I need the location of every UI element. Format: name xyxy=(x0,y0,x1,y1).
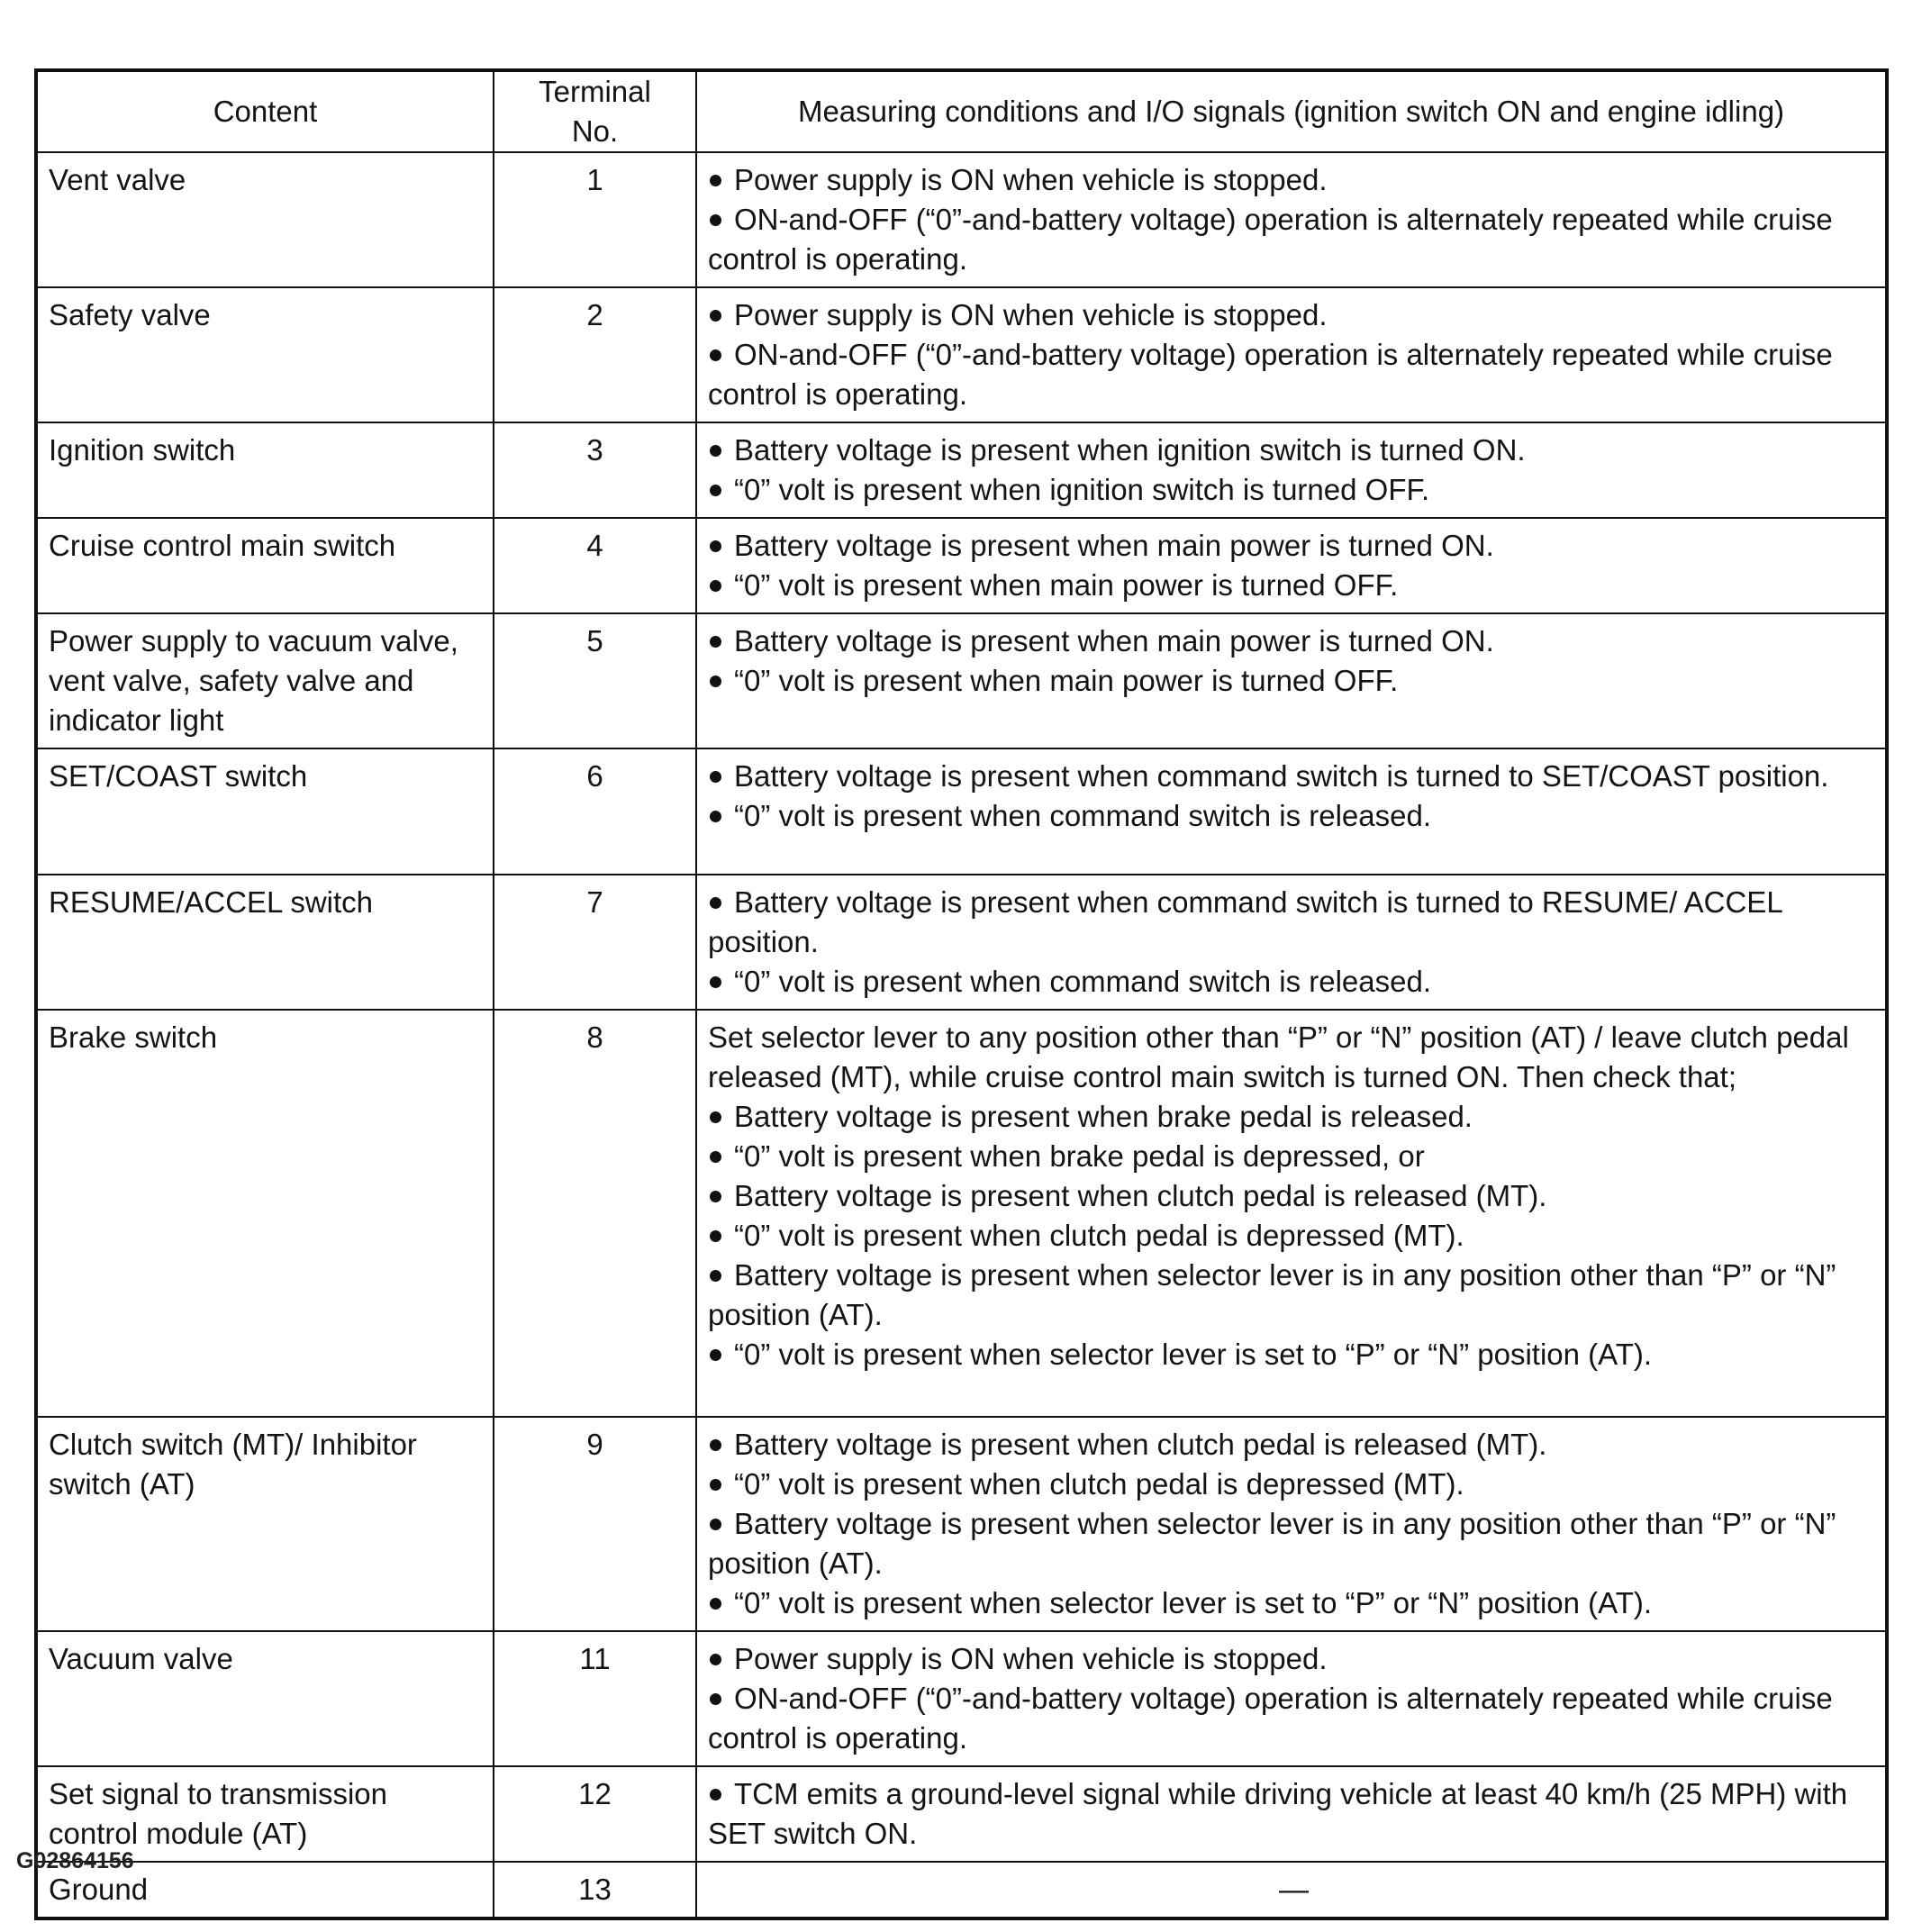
signal-bullet-item xyxy=(708,757,1880,796)
row-signals xyxy=(696,748,1887,875)
row-content: Safety valve xyxy=(36,287,494,422)
bullet-icon xyxy=(710,1439,721,1451)
row-signals xyxy=(696,613,1887,748)
row-signals xyxy=(696,287,1887,422)
bullet-icon xyxy=(710,1479,721,1491)
bullet-text: “0” volt is present when ignition switch is turned OFF. xyxy=(734,473,1430,506)
row-terminal-number: 2 xyxy=(494,287,696,422)
header-terminal: Terminal No. xyxy=(494,70,696,152)
table-row xyxy=(36,1766,1887,1862)
table-row xyxy=(36,518,1887,613)
row-content: Clutch switch (MT)/ Inhibitor switch (AT) xyxy=(36,1417,494,1631)
row-terminal-number: 12 xyxy=(494,1766,696,1862)
bullet-icon xyxy=(710,310,721,322)
bullet-icon xyxy=(710,214,721,226)
signal-bullet-item xyxy=(708,1097,1880,1137)
table-row xyxy=(36,1631,1887,1766)
signal-bullet-item xyxy=(708,566,1880,605)
bullet-text: “0” volt is present when main power is turned OFF. xyxy=(734,568,1399,602)
header-content: Content xyxy=(36,70,494,152)
bullet-text: “0” volt is present when selector lever is set to “P” or “N” position (AT). xyxy=(734,1586,1653,1619)
row-terminal-number: 3 xyxy=(494,422,696,518)
signal-text: — xyxy=(1279,1873,1309,1906)
row-terminal-number: 6 xyxy=(494,748,696,875)
signal-bullet-item xyxy=(708,1774,1880,1854)
table-row xyxy=(36,875,1887,1010)
table-row xyxy=(36,152,1887,287)
bullet-text: “0” volt is present when command switch is released. xyxy=(734,965,1431,998)
row-terminal-number: 11 xyxy=(494,1631,696,1766)
table-row xyxy=(36,1010,1887,1417)
bullet-icon xyxy=(710,1519,721,1530)
signal-bullet-item xyxy=(708,1425,1880,1465)
signal-bullet-item xyxy=(708,1335,1880,1374)
table-row xyxy=(36,748,1887,875)
row-terminal-number: 7 xyxy=(494,875,696,1010)
bullet-text: Battery voltage is present when brake pedal is released. xyxy=(734,1100,1473,1133)
bullet-icon xyxy=(710,540,721,552)
bullet-text: Battery voltage is present when clutch pedal is released (MT). xyxy=(734,1179,1547,1212)
table-body xyxy=(36,152,1887,1918)
row-terminal-number: 1 xyxy=(494,152,696,287)
bullet-text: Battery voltage is present when main power is turned ON. xyxy=(734,529,1494,562)
bullet-text: Battery voltage is present when command switch is turned to SET/COAST position. xyxy=(734,759,1829,793)
signal-bullet-item xyxy=(708,796,1880,836)
signal-bullet-item xyxy=(708,661,1880,701)
terminal-spec-sheet xyxy=(34,68,1885,1920)
signal-note: Set selector lever to any position other than “P” or “N” position (AT) / leave clutch pedal released (MT), while cruise control main switch is turned ON. Then check that; xyxy=(708,1020,1849,1093)
row-signals xyxy=(696,422,1887,518)
signal-bullet-item xyxy=(708,335,1880,414)
bullet-text: ON-and-OFF (“0”-and-battery voltage) operation is alternately repeated while cruise control is operating. xyxy=(708,1682,1833,1755)
row-terminal-number: 5 xyxy=(494,613,696,748)
row-content: Vent valve xyxy=(36,152,494,287)
bullet-icon xyxy=(710,676,721,687)
bullet-text: Battery voltage is present when clutch pedal is released (MT). xyxy=(734,1428,1547,1461)
bullet-icon xyxy=(710,349,721,361)
bullet-icon xyxy=(710,1654,721,1665)
bullet-text: Battery voltage is present when selector lever is in any position other than “P” or “N” position (AT). xyxy=(708,1258,1836,1331)
table-row xyxy=(36,613,1887,748)
bullet-text: Battery voltage is present when ignition switch is turned ON. xyxy=(734,433,1526,467)
signal-bullet-item xyxy=(708,1504,1880,1583)
row-content: RESUME/ACCEL switch xyxy=(36,875,494,1010)
bullet-text: ON-and-OFF (“0”-and-battery voltage) operation is alternately repeated while cruise control is operating. xyxy=(708,338,1833,411)
bullet-icon xyxy=(710,1111,721,1123)
bullet-icon xyxy=(710,1349,721,1361)
row-content: Brake switch xyxy=(36,1010,494,1417)
table-row xyxy=(36,1862,1887,1918)
row-terminal-number: 13 xyxy=(494,1862,696,1918)
row-signals xyxy=(696,1417,1887,1631)
signal-bullet-item xyxy=(708,526,1880,566)
signal-bullet-item xyxy=(708,160,1880,200)
bullet-text: “0” volt is present when brake pedal is depressed, or xyxy=(734,1139,1425,1173)
row-content: Ground xyxy=(36,1862,494,1918)
bullet-icon xyxy=(710,485,721,496)
signal-bullet-item xyxy=(708,962,1880,1002)
signal-bullet-item xyxy=(708,1583,1880,1623)
bullet-icon xyxy=(710,811,721,822)
header-conditions: Measuring conditions and I/O signals (ignition switch ON and engine idling) xyxy=(696,70,1887,152)
bullet-icon xyxy=(710,1789,721,1800)
bullet-text: Battery voltage is present when main power is turned ON. xyxy=(734,624,1494,658)
signal-bullet-item xyxy=(708,1465,1880,1504)
bullet-text: Battery voltage is present when selector lever is in any position other than “P” or “N” position (AT). xyxy=(708,1507,1836,1580)
signal-bullet-item xyxy=(708,200,1880,279)
bullet-icon xyxy=(710,1230,721,1242)
bullet-icon xyxy=(710,1191,721,1202)
table-row xyxy=(36,287,1887,422)
row-signals xyxy=(696,1862,1887,1918)
row-signals xyxy=(696,1766,1887,1862)
row-content: Cruise control main switch xyxy=(36,518,494,613)
bullet-text: TCM emits a ground-level signal while driving vehicle at least 40 km/h (25 MPH) with SET switch ON. xyxy=(708,1777,1848,1850)
bullet-icon xyxy=(710,580,721,592)
terminal-spec-table xyxy=(34,68,1889,1920)
bullet-text: “0” volt is present when main power is turned OFF. xyxy=(734,664,1399,697)
signal-bullet-item xyxy=(708,883,1880,962)
row-terminal-number: 9 xyxy=(494,1417,696,1631)
bullet-text: “0” volt is present when command switch is released. xyxy=(734,799,1431,832)
bullet-text: Power supply is ON when vehicle is stopped. xyxy=(734,1642,1328,1675)
bullet-icon xyxy=(710,175,721,186)
signal-bullet-item xyxy=(708,1137,1880,1176)
bullet-text: ON-and-OFF (“0”-and-battery voltage) operation is alternately repeated while cruise control is operating. xyxy=(708,203,1833,276)
signal-bullet-item xyxy=(708,1639,1880,1679)
header-row xyxy=(36,70,1887,152)
table-row xyxy=(36,1417,1887,1631)
row-signals xyxy=(696,1631,1887,1766)
bullet-text: Battery voltage is present when command switch is turned to RESUME/ ACCEL position. xyxy=(708,885,1782,958)
signal-bullet-item xyxy=(708,295,1880,335)
table-row xyxy=(36,422,1887,518)
row-signals xyxy=(696,875,1887,1010)
bullet-text: “0” volt is present when clutch pedal is depressed (MT). xyxy=(734,1219,1464,1252)
bullet-text: “0” volt is present when selector lever is set to “P” or “N” position (AT). xyxy=(734,1338,1653,1371)
row-content: Vacuum valve xyxy=(36,1631,494,1766)
bullet-icon xyxy=(710,1270,721,1282)
bullet-icon xyxy=(710,976,721,988)
row-signals xyxy=(696,518,1887,613)
signal-bullet-item xyxy=(708,621,1880,661)
row-terminal-number: 8 xyxy=(494,1010,696,1417)
bullet-icon xyxy=(710,636,721,648)
figure-code: G02864156 xyxy=(16,1848,134,1873)
row-content: SET/COAST switch xyxy=(36,748,494,875)
bullet-text: “0” volt is present when clutch pedal is depressed (MT). xyxy=(734,1467,1464,1501)
row-signals xyxy=(696,152,1887,287)
row-content: Set signal to transmission control module (AT) xyxy=(36,1766,494,1862)
row-content: Ignition switch xyxy=(36,422,494,518)
bullet-icon xyxy=(710,1693,721,1705)
signal-bullet-item xyxy=(708,1679,1880,1758)
bullet-text: Power supply is ON when vehicle is stopped. xyxy=(734,298,1328,331)
bullet-icon xyxy=(710,897,721,909)
bullet-text: Power supply is ON when vehicle is stopped. xyxy=(734,163,1328,196)
bullet-icon xyxy=(710,1598,721,1610)
row-terminal-number: 4 xyxy=(494,518,696,613)
bullet-icon xyxy=(710,771,721,783)
row-content: Power supply to vacuum valve, vent valve, safety valve and indicator light xyxy=(36,613,494,748)
signal-bullet-item xyxy=(708,1256,1880,1335)
signal-bullet-item xyxy=(708,1176,1880,1216)
bullet-icon xyxy=(710,1151,721,1163)
signal-bullet-item xyxy=(708,1216,1880,1256)
row-signals xyxy=(696,1010,1887,1417)
signal-bullet-item xyxy=(708,431,1880,470)
bullet-icon xyxy=(710,445,721,457)
signal-bullet-item xyxy=(708,470,1880,510)
